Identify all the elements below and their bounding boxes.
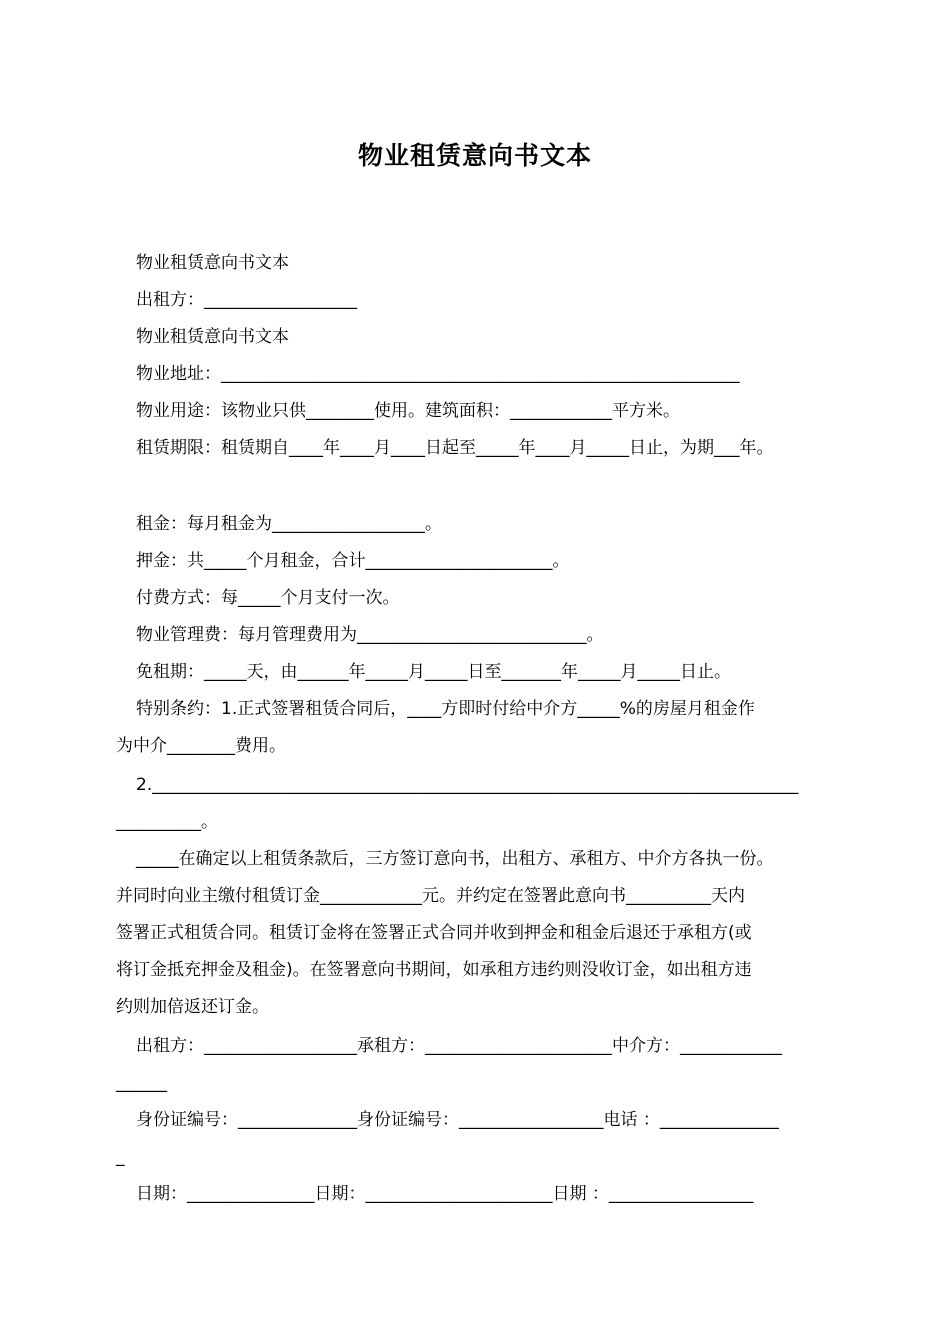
agreement-paragraph-line-2: 并同时向业主缴付租赁订金____________元。并约定在签署此意向书__________天内	[116, 886, 745, 906]
special-terms-line-1: 特别条约：1.正式签署租赁合同后，____方即时付给中介方_____%的房屋月租金作	[136, 699, 755, 719]
agreement-paragraph-line-3: 签署正式租赁合同。租赁订金将在签署正式合同并收到押金和租金后退还于承租方(或	[116, 923, 752, 943]
signatories-line-cont: ______	[116, 1073, 167, 1093]
special-terms-item-2: 2.____________________________________________________________________________	[136, 775, 799, 795]
property-use-field: 物业用途：该物业只供________使用。建筑面积：____________平方米。	[136, 401, 680, 421]
rent-field: 租金：每月租金为__________________。	[136, 514, 442, 534]
special-terms-item-2-cont: __________。	[116, 812, 218, 832]
intro-heading-repeat: 物业租赁意向书文本	[136, 327, 289, 347]
special-terms-line-2: 为中介________费用。	[116, 736, 286, 756]
document-title: 物业租赁意向书文本	[357, 141, 592, 170]
property-address-field: 物业地址：_____________________________________________________________	[136, 364, 740, 384]
id-number-line-cont: _	[116, 1147, 125, 1167]
agreement-paragraph-line-5: 约则加倍返还订金。	[116, 997, 269, 1017]
id-number-line: 身份证编号：______________身份证编号：_________________电话 ：______________	[136, 1110, 779, 1130]
agreement-paragraph-line-1: _____在确定以上租赁条款后，三方签订意向书，出租方、承租方、中介方各执一份。	[136, 849, 774, 869]
payment-method-field: 付费方式：每_____个月支付一次。	[136, 588, 400, 608]
signatories-line: 出租方：__________________承租方：______________________中介方：____________	[136, 1036, 782, 1056]
management-fee-field: 物业管理费：每月管理费用为___________________________。	[136, 625, 604, 645]
lease-term-field: 租赁期限：租赁期自____年____月____日起至_____年____月_____日止，为期___年。	[136, 438, 774, 458]
date-line: 日期：_______________日期：______________________日期 ：_________________	[136, 1184, 754, 1204]
deposit-field: 押金：共_____个月租金，合计______________________。	[136, 551, 570, 571]
rent-free-period-field: 免租期：_____天，由______年_____月_____日至_______年_____月_____日止。	[136, 662, 731, 682]
intro-heading: 物业租赁意向书文本	[136, 253, 289, 273]
lessor-field: 出租方：__________________	[136, 290, 357, 310]
agreement-paragraph-line-4: 将订金抵充押金及租金)。在签署意向书期间，如承租方违约则没收订金，如出租方违	[116, 960, 752, 980]
